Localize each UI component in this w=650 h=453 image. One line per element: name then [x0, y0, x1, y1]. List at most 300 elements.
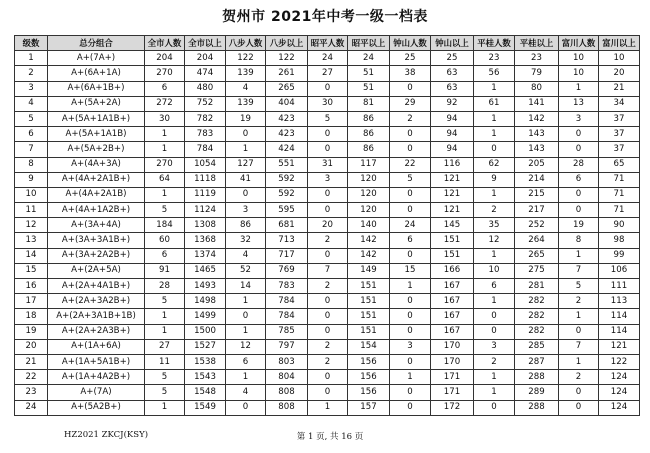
table-cell: 151 [348, 294, 390, 309]
header-row [15, 36, 640, 51]
table-cell: 111 [599, 279, 640, 294]
table-cell: 23 [515, 51, 559, 66]
table-cell: 60 [145, 233, 185, 248]
table-cell: 1 [474, 81, 515, 96]
table-cell: 264 [515, 233, 559, 248]
table-cell: 5 [15, 111, 48, 126]
table-cell: 265 [266, 81, 308, 96]
table-cell: 20 [308, 218, 348, 233]
footer-page-number: 第 1 页, 共 16 页 [296, 432, 364, 442]
table-cell: 0 [390, 400, 431, 415]
table-cell: 22 [390, 157, 431, 172]
table-cell: 1 [474, 294, 515, 309]
table-cell: 154 [348, 339, 390, 354]
table-cell: 1 [559, 81, 599, 96]
table-cell: 167 [431, 309, 474, 324]
column-header: 昭平人数 [308, 36, 348, 51]
table-cell: 2 [559, 370, 599, 385]
table-cell: 270 [145, 157, 185, 172]
table-cell: 0 [308, 294, 348, 309]
table-cell: 29 [390, 96, 431, 111]
table-cell: A+(4A+1A2B+) [48, 203, 145, 218]
table-cell: 86 [348, 142, 390, 157]
table-cell: 0 [390, 354, 431, 369]
table-cell: 6 [474, 279, 515, 294]
table-cell: 0 [390, 81, 431, 96]
table-cell: 4 [226, 248, 266, 263]
table-cell: 71 [599, 187, 640, 202]
table-row [15, 233, 640, 248]
table-cell: 6 [15, 127, 48, 142]
table-cell: 86 [348, 127, 390, 142]
table-cell: 215 [515, 187, 559, 202]
table-row [15, 339, 640, 354]
table-cell: 0 [559, 203, 599, 218]
table-cell: 124 [599, 370, 640, 385]
table-cell: 24 [348, 51, 390, 66]
table-cell: 22 [15, 370, 48, 385]
table-row [15, 248, 640, 263]
table-cell: 0 [474, 309, 515, 324]
table-cell: 27 [145, 339, 185, 354]
table-cell: 62 [474, 157, 515, 172]
table-cell: 1548 [185, 385, 226, 400]
table-cell: 1 [308, 400, 348, 415]
table-row [15, 96, 640, 111]
column-header: 平桂以上 [515, 36, 559, 51]
table-cell: 10 [559, 66, 599, 81]
table-cell: 1 [559, 354, 599, 369]
table-cell: 1527 [185, 339, 226, 354]
table-row [15, 203, 640, 218]
table-cell: 0 [559, 187, 599, 202]
table-cell: 37 [599, 111, 640, 126]
table-cell: 0 [390, 309, 431, 324]
table-cell: 151 [348, 324, 390, 339]
table-cell: 11 [145, 354, 185, 369]
table-cell: 2 [474, 203, 515, 218]
table-cell: 803 [266, 354, 308, 369]
table-cell: 23 [474, 51, 515, 66]
table-cell: 24 [390, 218, 431, 233]
table-cell: 1 [226, 294, 266, 309]
table-cell: 151 [348, 279, 390, 294]
table-cell: 10 [559, 51, 599, 66]
table-cell: 20 [15, 339, 48, 354]
table-row [15, 157, 640, 172]
table-cell: 783 [266, 279, 308, 294]
table-cell: A+(3A+3A1B+) [48, 233, 145, 248]
table-cell: 51 [348, 66, 390, 81]
table-cell: 143 [515, 142, 559, 157]
table-cell: 4 [15, 96, 48, 111]
table-cell: 0 [390, 385, 431, 400]
table-cell: 6 [559, 172, 599, 187]
table-cell: 713 [266, 233, 308, 248]
table-cell: A+(5A2B+) [48, 400, 145, 415]
table-cell: 3 [308, 172, 348, 187]
table-cell: 0 [308, 385, 348, 400]
table-cell: A+(5A+1A1B) [48, 127, 145, 142]
table-row [15, 172, 640, 187]
table-cell: 24 [15, 400, 48, 415]
table-cell: 140 [348, 218, 390, 233]
table-cell: 71 [599, 203, 640, 218]
table-row [15, 354, 640, 369]
table-row [15, 324, 640, 339]
table-cell: 2 [308, 279, 348, 294]
table-cell: 15 [15, 263, 48, 278]
table-cell: 0 [390, 324, 431, 339]
table-cell: 170 [431, 354, 474, 369]
table-cell: 3 [226, 203, 266, 218]
table-cell: 0 [226, 400, 266, 415]
table-cell: 797 [266, 339, 308, 354]
column-header: 全市人数 [145, 36, 185, 51]
table-cell: 121 [431, 172, 474, 187]
table-cell: 4 [226, 385, 266, 400]
table-cell: 6 [145, 81, 185, 96]
table-cell: 261 [266, 66, 308, 81]
table-cell: 1 [474, 127, 515, 142]
table-cell: 1 [474, 248, 515, 263]
table-cell: A+(2A+2A3B+) [48, 324, 145, 339]
table-cell: 122 [266, 51, 308, 66]
table-cell: 113 [599, 294, 640, 309]
table-cell: 122 [599, 354, 640, 369]
table-cell: 592 [266, 187, 308, 202]
table-cell: 1493 [185, 279, 226, 294]
column-header: 全市以上 [185, 36, 226, 51]
table-cell: 116 [431, 157, 474, 172]
table-cell: 14 [226, 279, 266, 294]
table-cell: 404 [266, 96, 308, 111]
column-header: 八步人数 [226, 36, 266, 51]
table-cell: 121 [431, 203, 474, 218]
table-cell: 11 [15, 203, 48, 218]
table-cell: 10 [15, 187, 48, 202]
table-cell: A+(2A+3A1B+1B) [48, 309, 145, 324]
table-cell: 282 [515, 324, 559, 339]
table-cell: 289 [515, 385, 559, 400]
table-cell: 13 [15, 233, 48, 248]
table-cell: 120 [348, 172, 390, 187]
table-row [15, 263, 640, 278]
table-cell: 784 [185, 142, 226, 157]
table-cell: 63 [431, 81, 474, 96]
table-cell: 16 [15, 279, 48, 294]
table-cell: 1 [559, 309, 599, 324]
table-cell: 4 [226, 81, 266, 96]
table-row [15, 385, 640, 400]
table-cell: 121 [599, 339, 640, 354]
table-cell: 0 [474, 400, 515, 415]
table-cell: 1500 [185, 324, 226, 339]
table-cell: 65 [599, 157, 640, 172]
table-cell: 13 [559, 96, 599, 111]
table-cell: 142 [515, 111, 559, 126]
table-cell: 783 [185, 127, 226, 142]
table-cell: 5 [145, 294, 185, 309]
table-cell: 2 [308, 339, 348, 354]
table-cell: 474 [185, 66, 226, 81]
table-cell: 0 [308, 81, 348, 96]
table-cell: 423 [266, 127, 308, 142]
table-cell: 41 [226, 172, 266, 187]
table-cell: 1368 [185, 233, 226, 248]
table-row [15, 400, 640, 415]
table-cell: 151 [431, 233, 474, 248]
table-cell: 1549 [185, 400, 226, 415]
table-cell: 184 [145, 218, 185, 233]
table-cell: 1118 [185, 172, 226, 187]
table-cell: 142 [348, 248, 390, 263]
table-cell: 5 [390, 172, 431, 187]
table-cell: A+(5A+2B+) [48, 142, 145, 157]
table-cell: 424 [266, 142, 308, 157]
table-cell: 5 [308, 111, 348, 126]
table-cell: 282 [515, 294, 559, 309]
table-cell: 90 [599, 218, 640, 233]
table-row [15, 370, 640, 385]
table-cell: 14 [15, 248, 48, 263]
table-cell: 19 [15, 324, 48, 339]
table-cell: 1 [145, 400, 185, 415]
table-cell: 145 [431, 218, 474, 233]
table-cell: 124 [599, 385, 640, 400]
table-cell: 272 [145, 96, 185, 111]
table-cell: 288 [515, 400, 559, 415]
table-cell: A+(2A+5A) [48, 263, 145, 278]
table-cell: 51 [348, 81, 390, 96]
column-header: 八步以上 [266, 36, 308, 51]
table-cell: A+(3A+4A) [48, 218, 145, 233]
table-cell: 0 [390, 127, 431, 142]
table-cell: 21 [15, 354, 48, 369]
table-cell: 0 [390, 203, 431, 218]
table-cell: 92 [431, 96, 474, 111]
table-cell: 172 [431, 400, 474, 415]
table-cell: 285 [515, 339, 559, 354]
table-cell: 592 [266, 172, 308, 187]
table-cell: 19 [559, 218, 599, 233]
column-header: 钟山人数 [390, 36, 431, 51]
table-cell: 252 [515, 218, 559, 233]
table-cell: 782 [185, 111, 226, 126]
table-cell: 37 [599, 142, 640, 157]
page-title: 贺州市 2021年中考一级一档表 [222, 9, 428, 25]
table-row [15, 218, 640, 233]
table-body [15, 51, 640, 416]
table-cell: 0 [390, 248, 431, 263]
table-cell: 1 [474, 187, 515, 202]
table-cell: 94 [431, 111, 474, 126]
table-cell: 12 [226, 339, 266, 354]
column-header: 平桂人数 [474, 36, 515, 51]
table-cell: 18 [15, 309, 48, 324]
table-cell: 31 [308, 157, 348, 172]
table-cell: A+(1A+5A1B+) [48, 354, 145, 369]
table-cell: 38 [390, 66, 431, 81]
table-cell: 0 [226, 187, 266, 202]
table-cell: 5 [559, 279, 599, 294]
table-cell: 23 [15, 385, 48, 400]
table-cell: 804 [266, 370, 308, 385]
table-cell: 25 [390, 51, 431, 66]
table-cell: 0 [308, 187, 348, 202]
table-cell: 7 [559, 339, 599, 354]
table-cell: 8 [559, 233, 599, 248]
table-cell: 1 [145, 309, 185, 324]
table-cell: 0 [390, 187, 431, 202]
column-header: 钟山以上 [431, 36, 474, 51]
table-cell: 1119 [185, 187, 226, 202]
table-cell: 28 [559, 157, 599, 172]
table-cell: 204 [185, 51, 226, 66]
table-header [15, 36, 640, 51]
table-cell: A+(2A+4A1B+) [48, 279, 145, 294]
table-cell: 1499 [185, 309, 226, 324]
table-cell: 141 [515, 96, 559, 111]
table-cell: 1 [390, 279, 431, 294]
table-cell: 1308 [185, 218, 226, 233]
table-cell: 1 [474, 385, 515, 400]
footer-code: HZ2021 ZKCJ(KSY) [64, 430, 149, 440]
table-cell: 1 [145, 187, 185, 202]
table-cell: 281 [515, 279, 559, 294]
table-cell: 7 [308, 263, 348, 278]
table-cell: A+(1A+6A) [48, 339, 145, 354]
table-cell: 9 [474, 172, 515, 187]
table-cell: 27 [308, 66, 348, 81]
table-cell: 37 [599, 127, 640, 142]
table-cell: 122 [226, 51, 266, 66]
table-cell: A+(2A+3A2B+) [48, 294, 145, 309]
table-cell: 98 [599, 233, 640, 248]
table-cell: 32 [226, 233, 266, 248]
table-cell: 1 [145, 142, 185, 157]
table-cell: 7 [15, 142, 48, 157]
table-cell: 139 [226, 66, 266, 81]
table-cell: 15 [390, 263, 431, 278]
table-cell: 1 [226, 324, 266, 339]
table-cell: 30 [308, 96, 348, 111]
table-cell: A+(5A+1A1B+) [48, 111, 145, 126]
table-cell: 2 [308, 354, 348, 369]
table-cell: 3 [559, 111, 599, 126]
table-cell: 28 [145, 279, 185, 294]
table-cell: 3 [474, 339, 515, 354]
table-cell: 5 [145, 385, 185, 400]
table-cell: 752 [185, 96, 226, 111]
table-cell: 265 [515, 248, 559, 263]
table-cell: 7 [559, 263, 599, 278]
table-cell: 1498 [185, 294, 226, 309]
table-cell: 204 [145, 51, 185, 66]
table-cell: 551 [266, 157, 308, 172]
table-cell: 1 [390, 370, 431, 385]
table-cell: A+(4A+3A) [48, 157, 145, 172]
table-cell: 8 [15, 157, 48, 172]
table-cell: A+(4A+2A1B+) [48, 172, 145, 187]
table-cell: 275 [515, 263, 559, 278]
table-cell: 0 [226, 127, 266, 142]
table-cell: 143 [515, 127, 559, 142]
table-cell: 270 [145, 66, 185, 81]
table-cell: 6 [390, 233, 431, 248]
table-cell: 1 [226, 142, 266, 157]
table-cell: 2 [390, 111, 431, 126]
table-cell: 0 [308, 309, 348, 324]
table-cell: 5 [145, 370, 185, 385]
table-row [15, 66, 640, 81]
table-cell: 0 [559, 324, 599, 339]
table-cell: 717 [266, 248, 308, 263]
table-cell: 2 [474, 354, 515, 369]
table-cell: 12 [474, 233, 515, 248]
table-cell: A+(4A+2A1B) [48, 187, 145, 202]
table-cell: 595 [266, 203, 308, 218]
table-cell: 20 [599, 66, 640, 81]
table-cell: 5 [145, 203, 185, 218]
table-cell: A+(5A+2A) [48, 96, 145, 111]
table-cell: A+(7A+) [48, 51, 145, 66]
table-cell: 86 [348, 111, 390, 126]
table-cell: 1465 [185, 263, 226, 278]
table-cell: 156 [348, 370, 390, 385]
table-cell: 121 [431, 187, 474, 202]
table-cell: 480 [185, 81, 226, 96]
table-row [15, 127, 640, 142]
table-cell: 117 [348, 157, 390, 172]
table-cell: 0 [390, 142, 431, 157]
table-cell: 64 [145, 172, 185, 187]
table-cell: 681 [266, 218, 308, 233]
table-cell: 0 [559, 142, 599, 157]
table-cell: 0 [559, 400, 599, 415]
table-cell: 21 [599, 81, 640, 96]
table-cell: 769 [266, 263, 308, 278]
table-cell: 1 [474, 111, 515, 126]
table-cell: 25 [431, 51, 474, 66]
table-cell: 784 [266, 309, 308, 324]
table-cell: 120 [348, 187, 390, 202]
table-cell: 1054 [185, 157, 226, 172]
table-cell: 3 [390, 339, 431, 354]
table-cell: 0 [308, 127, 348, 142]
table-row [15, 81, 640, 96]
table-cell: 217 [515, 203, 559, 218]
table-cell: 86 [226, 218, 266, 233]
table-cell: 171 [431, 370, 474, 385]
table-cell: 94 [431, 142, 474, 157]
table-cell: 10 [474, 263, 515, 278]
table-cell: 287 [515, 354, 559, 369]
table-cell: 808 [266, 385, 308, 400]
table-cell: A+(6A+1B+) [48, 81, 145, 96]
column-header: 昭平以上 [348, 36, 390, 51]
table-cell: 1 [15, 51, 48, 66]
table-cell: 3 [15, 81, 48, 96]
column-header: 富川以上 [599, 36, 640, 51]
table-cell: 1538 [185, 354, 226, 369]
table-cell: 120 [348, 203, 390, 218]
table-cell: 149 [348, 263, 390, 278]
table-row [15, 111, 640, 126]
table-cell: 166 [431, 263, 474, 278]
table-cell: 56 [474, 66, 515, 81]
table-cell: 0 [308, 324, 348, 339]
